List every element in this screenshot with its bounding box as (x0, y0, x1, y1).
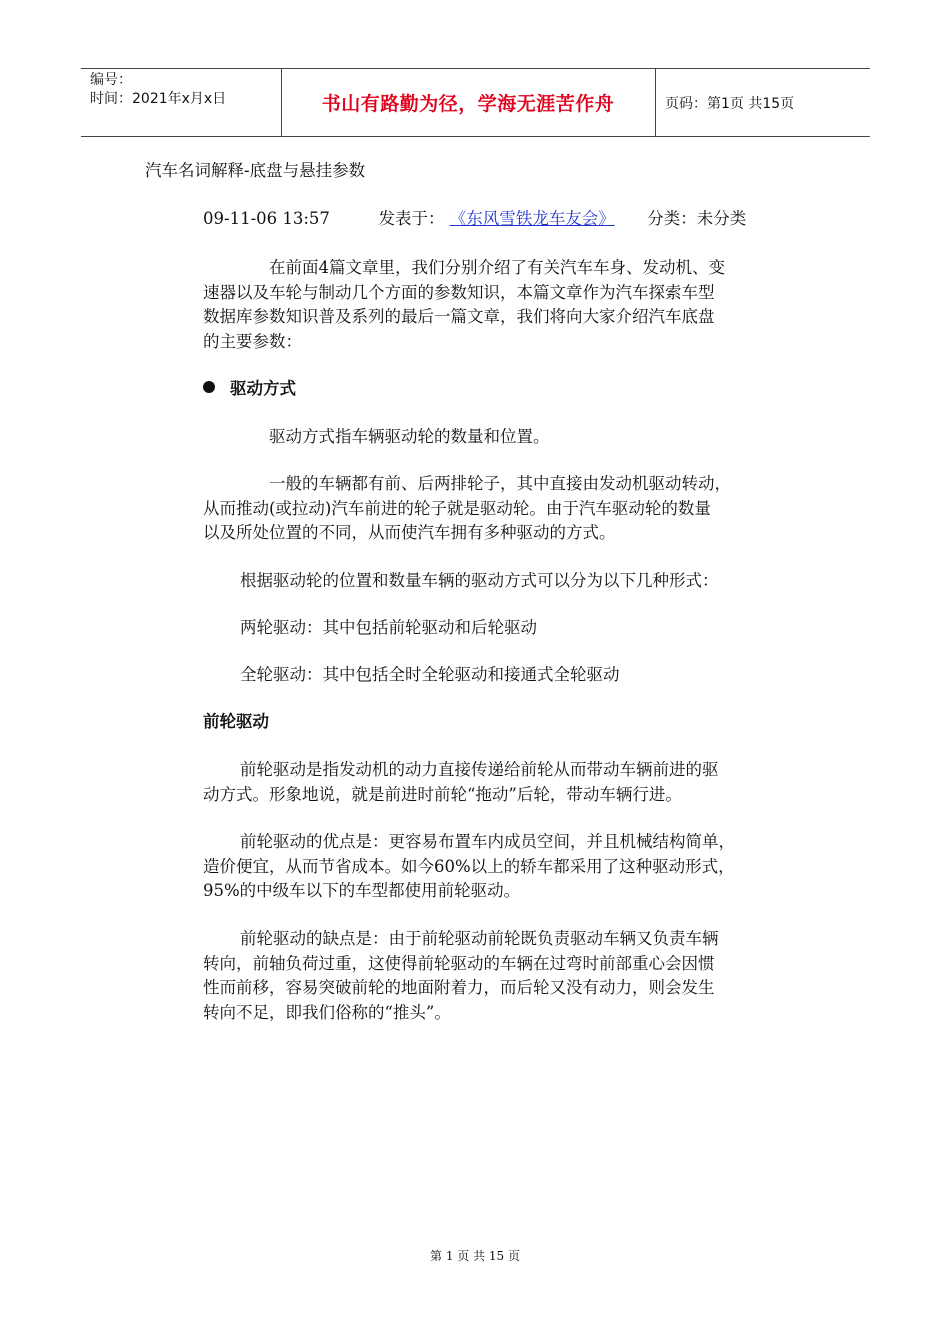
header-motto: 书山有路勤为径，学海无涯苦作舟 (321, 93, 615, 115)
section-heading-drive (203, 377, 296, 402)
text-line: 一般的车辆都有前、后两排轮子，其中直接由发动机驱动转动， (269, 474, 731, 493)
page-header (81, 68, 870, 137)
number-label: 编号： (90, 72, 132, 88)
text-line: 转向，前轴负荷过重，这使得前轮驱动的车辆在过弯时前部重心会因惯 (203, 953, 715, 973)
text-line: 前轮驱动的优点是：更容易布置车内成员空间，并且机械结构简单， (240, 832, 735, 851)
text-line: 从而推动(或拉动)汽车前进的轮子就是驱动轮。由于汽车驱动轮的数量 (203, 498, 711, 518)
bullet-icon (203, 381, 215, 393)
meta-published-label: 发表于： (378, 209, 445, 228)
paragraph: 两轮驱动：其中包括前轮驱动和后轮驱动 (240, 618, 537, 637)
source-link[interactable]: 《东风雪铁龙车友会》 (449, 209, 615, 228)
paragraph (203, 830, 735, 904)
text-line: 前轮驱动是指发动机的动力直接传递给前轮从而带动车辆前进的驱 (240, 760, 719, 779)
text-line: 速器以及车轮与制动几个方面的参数知识，本篇文章作为汽车探索车型 (203, 282, 715, 302)
header-page-info: 页码：第1页 共15页 (665, 96, 795, 112)
text-line: 95%的中级车以下的车型都使用前轮驱动。 (203, 881, 521, 900)
text-line: 在前面4篇文章里，我们分别介绍了有关汽车车身、发动机、变 (269, 258, 725, 277)
paragraph: 全轮驱动：其中包括全时全轮驱动和接通式全轮驱动 (240, 665, 620, 684)
text-line: 性而前移，容易突破前轮的地面附着力，而后轮又没有动力，则会发生 (203, 978, 715, 997)
article-title: 汽车名词解释-底盘与悬挂参数 (145, 161, 366, 180)
heading-text: 驱动方式 (230, 379, 296, 398)
text-line: 前轮驱动的缺点是：由于前轮驱动前轮既负责驱动车辆又负责车辆 (240, 929, 719, 948)
text-line: 转向不足，即我们俗称的“推头”。 (203, 1002, 451, 1022)
header-divider (655, 69, 656, 136)
header-info (90, 71, 226, 109)
paragraph (203, 472, 731, 546)
paragraph (203, 758, 719, 807)
intro-paragraph (203, 256, 725, 354)
text-line: 动方式。形象地说，就是前进时前轮“拖动”后轮，带动车辆行进。 (203, 784, 682, 804)
paragraph (203, 927, 719, 1025)
text-line: 造价便宜，从而节省成本。如今60%以上的轿车都采用了这种驱动形式， (203, 856, 735, 876)
meta-category: 分类：未分类 (647, 209, 747, 228)
text-line: 的主要参数： (203, 331, 302, 351)
paragraph: 根据驱动轮的位置和数量车辆的驱动方式可以分为以下几种形式： (240, 571, 719, 590)
time-label: 时间：2021年x月x日 (90, 91, 227, 107)
page-footer: 第 1 页 共 15 页 (430, 1249, 520, 1263)
meta-datetime: 09-11-06 13:57 (203, 209, 330, 228)
text-line: 以及所处位置的不同，从而使汽车拥有多种驱动的方式。 (203, 523, 616, 542)
section-heading-fwd: 前轮驱动 (203, 712, 269, 731)
paragraph: 驱动方式指车辆驱动轮的数量和位置。 (269, 427, 550, 446)
article-meta (203, 207, 746, 232)
text-line: 数据库参数知识普及系列的最后一篇文章，我们将向大家介绍汽车底盘 (203, 307, 715, 326)
